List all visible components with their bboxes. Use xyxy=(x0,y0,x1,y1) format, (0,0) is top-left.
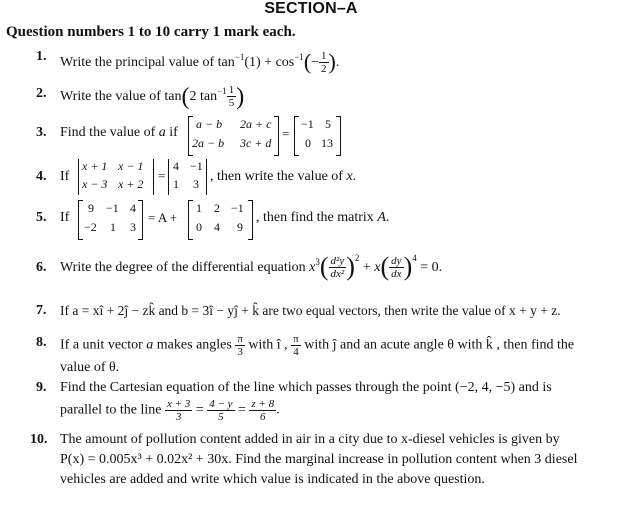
intro-text: Question numbers 1 to 10 carry 1 mark each. xyxy=(6,24,296,40)
frac-num: d²y xyxy=(330,255,345,268)
question-text xyxy=(60,333,574,358)
frac-num: z + 8 xyxy=(251,398,275,410)
q9-end: . xyxy=(276,402,280,418)
q1-mid: (1) + cos xyxy=(244,55,295,70)
q8-text1: If a unit vector xyxy=(60,337,143,353)
matrix-cell: 5 xyxy=(325,117,331,131)
q2-inner: 2 tan xyxy=(189,89,218,104)
q6-x: x xyxy=(309,260,316,275)
q5-text-part: , then find the matrix xyxy=(256,210,374,225)
frac-den: dx xyxy=(391,268,402,281)
q9-line2a: parallel to the line xyxy=(60,402,162,418)
question-text-line2: P(x) = 0.005x³ + 0.02x² + 30x. Find the marginal increase in pollution content when 3 diesel xyxy=(60,452,578,467)
question-number: 3. xyxy=(36,125,47,140)
question-number: 9. xyxy=(36,380,47,395)
matrix-cell: x − 1 xyxy=(118,159,144,173)
frac-den: 4 xyxy=(293,346,299,358)
frac-den: dx² xyxy=(330,268,345,281)
equals-sign: = xyxy=(282,126,290,141)
question-text-line2: value of θ. xyxy=(60,360,120,375)
matrix-cell: 3 xyxy=(130,220,136,234)
frac-den: 6 xyxy=(260,411,266,423)
q1-end: . xyxy=(335,55,340,70)
question-number: 8. xyxy=(36,335,47,350)
q5-end: . xyxy=(385,210,390,225)
matrix-cell: −2 xyxy=(84,220,97,234)
question-text: Write the principal value of $\tan^{-1}(1) + \cos^{-1}(-$ $\frac{1}{2}$ ). xyxy=(60,49,340,76)
equals-sign: = xyxy=(158,168,166,183)
matrix-bracket xyxy=(138,200,143,240)
question-text-line3: vehicles are added and write which value is indicated in the above question. xyxy=(60,472,485,487)
q4-var: x xyxy=(346,169,353,184)
frac-den: 5 xyxy=(228,97,235,110)
q1-sup1: −1 xyxy=(234,52,245,62)
q8-text2: makes angles xyxy=(156,337,232,353)
question-number: 4. xyxy=(36,169,47,184)
q9-frac3 xyxy=(249,398,276,423)
frac-num: 1 xyxy=(321,50,327,63)
frac-den: 3 xyxy=(175,411,182,423)
q9-frac1 xyxy=(165,398,192,423)
matrix-bracket xyxy=(188,200,193,240)
determinant-bar xyxy=(153,159,154,195)
q2-sup: −1 xyxy=(217,86,227,96)
matrix-bracket xyxy=(248,200,253,240)
matrix-cell: a − b xyxy=(196,117,223,131)
matrix-cell: −1 xyxy=(301,117,314,131)
frac-num: x + 3 xyxy=(166,398,191,410)
q6-frac2 xyxy=(389,255,403,280)
q4-end: . xyxy=(352,169,357,184)
matrix-cell: −1 xyxy=(231,201,244,215)
q6-outer-sup: 2 xyxy=(354,253,360,263)
q6-text: Write the degree of the differential equation xyxy=(60,260,306,275)
q8-frac2 xyxy=(291,333,301,358)
q6-eq0: = 0. xyxy=(420,260,443,275)
matrix-cell: 1 xyxy=(173,177,179,191)
q2-text: Write the value of tan xyxy=(60,89,182,104)
q3-var: a xyxy=(158,125,166,140)
q4-text xyxy=(210,169,356,185)
matrix-cell: 4 xyxy=(130,201,136,215)
question-number: 7. xyxy=(36,303,47,318)
q3-text: Find the value of xyxy=(60,125,156,140)
determinant-bar xyxy=(168,159,169,195)
question-text: The amount of pollution content added in air in a city due to x-diesel vehicles is given by xyxy=(60,432,560,447)
determinant-bar xyxy=(206,159,207,195)
q5-var: A xyxy=(377,210,386,225)
question-number: 10. xyxy=(30,432,48,447)
matrix-cell: 0 xyxy=(305,136,311,150)
matrix-bracket xyxy=(78,200,83,240)
q1-minus: − xyxy=(311,55,320,70)
q6-sup4: 4 xyxy=(412,253,417,263)
matrix-cell: 2a + c xyxy=(240,117,272,131)
matrix-cell: −1 xyxy=(190,159,203,173)
matrix-bracket xyxy=(336,116,341,156)
matrix-cell: −1 xyxy=(106,201,119,215)
matrix-cell: 2 xyxy=(214,201,220,215)
frac-num: π xyxy=(237,333,243,345)
frac-num: π xyxy=(293,333,299,345)
question-text-line2 xyxy=(60,398,280,423)
matrix-bracket xyxy=(274,116,279,156)
matrix-cell: 9 xyxy=(237,220,243,234)
q8-text3: with ĵ and an acute angle θ with k̂ , then find the xyxy=(304,337,575,353)
matrix-cell: 4 xyxy=(214,220,220,234)
q5-if: If xyxy=(60,210,70,225)
frac-num: 1 xyxy=(228,84,235,97)
q9-eq: = xyxy=(195,402,204,418)
question-text xyxy=(60,125,178,141)
question-number: 6. xyxy=(36,260,47,275)
q4-text-part: , then write the value of xyxy=(210,169,343,184)
matrix-cell: 1 xyxy=(110,220,116,234)
q9-eq: = xyxy=(238,402,246,418)
matrix-cell: 3 xyxy=(193,177,199,191)
frac-den: 2 xyxy=(321,63,327,76)
q5-eq: = A + xyxy=(148,210,178,225)
matrix-cell: 13 xyxy=(321,136,333,150)
frac-num: dy xyxy=(391,255,402,268)
question-text: Write the value of tan(2 $\tan^{-1}$ $\frac{1}{5}$ ) xyxy=(60,84,245,110)
matrix-cell: x − 3 xyxy=(82,177,108,191)
q6-plus: + xyxy=(362,260,371,275)
q1-sup2: −1 xyxy=(294,52,304,62)
question-number: 2. xyxy=(36,86,47,101)
q2-fraction xyxy=(227,84,237,109)
matrix-cell: 9 xyxy=(88,201,94,215)
matrix-cell: 2a − b xyxy=(192,136,225,150)
section-title: SECTION–A xyxy=(264,0,358,17)
q6-x-sup: 3 xyxy=(315,257,320,267)
frac-den: 5 xyxy=(218,411,224,423)
question-text: Write the degree of the differential equation $x^3$( $\frac{\text{d²y}}{\text{dx²}}$ )$^2$ + x( $\frac{dy}{dx}$ )$^4$ = 0. xyxy=(60,252,443,281)
q4-if: If xyxy=(60,169,70,184)
q6-frac1 xyxy=(329,255,347,280)
frac-num: 4 − y xyxy=(209,398,233,410)
question-text: Find the Cartesian equation of the line which passes through the point (−2, 4, −5) and is xyxy=(60,380,552,395)
matrix-cell: 0 xyxy=(196,220,202,234)
q6-x2: x xyxy=(374,260,381,275)
q1-fraction xyxy=(319,50,329,75)
matrix-cell: 4 xyxy=(173,159,179,173)
q5-text xyxy=(256,210,389,226)
q8-a: a xyxy=(146,337,154,353)
question-text: If a = xî + 2ĵ − zk̂ and b = 3î − yĵ + k̂ are two equal vectors, then write the value of x + y + z. xyxy=(60,303,561,318)
matrix-cell: x + 1 xyxy=(82,159,108,173)
matrix-bracket xyxy=(294,116,299,156)
frac-den: 3 xyxy=(237,346,243,358)
q3-if: if xyxy=(169,125,178,140)
matrix-cell: 1 xyxy=(196,201,202,215)
q8-with-i: with î , xyxy=(248,337,288,353)
matrix-cell: 3c + d xyxy=(240,136,272,150)
question-number: 5. xyxy=(36,210,47,225)
q8-frac1 xyxy=(235,333,245,358)
q1-text: Write the principal value of tan xyxy=(60,55,235,70)
question-number: 1. xyxy=(36,49,47,64)
determinant-bar xyxy=(78,159,79,195)
q9-frac2 xyxy=(207,398,234,423)
matrix-cell: x + 2 xyxy=(118,177,144,191)
